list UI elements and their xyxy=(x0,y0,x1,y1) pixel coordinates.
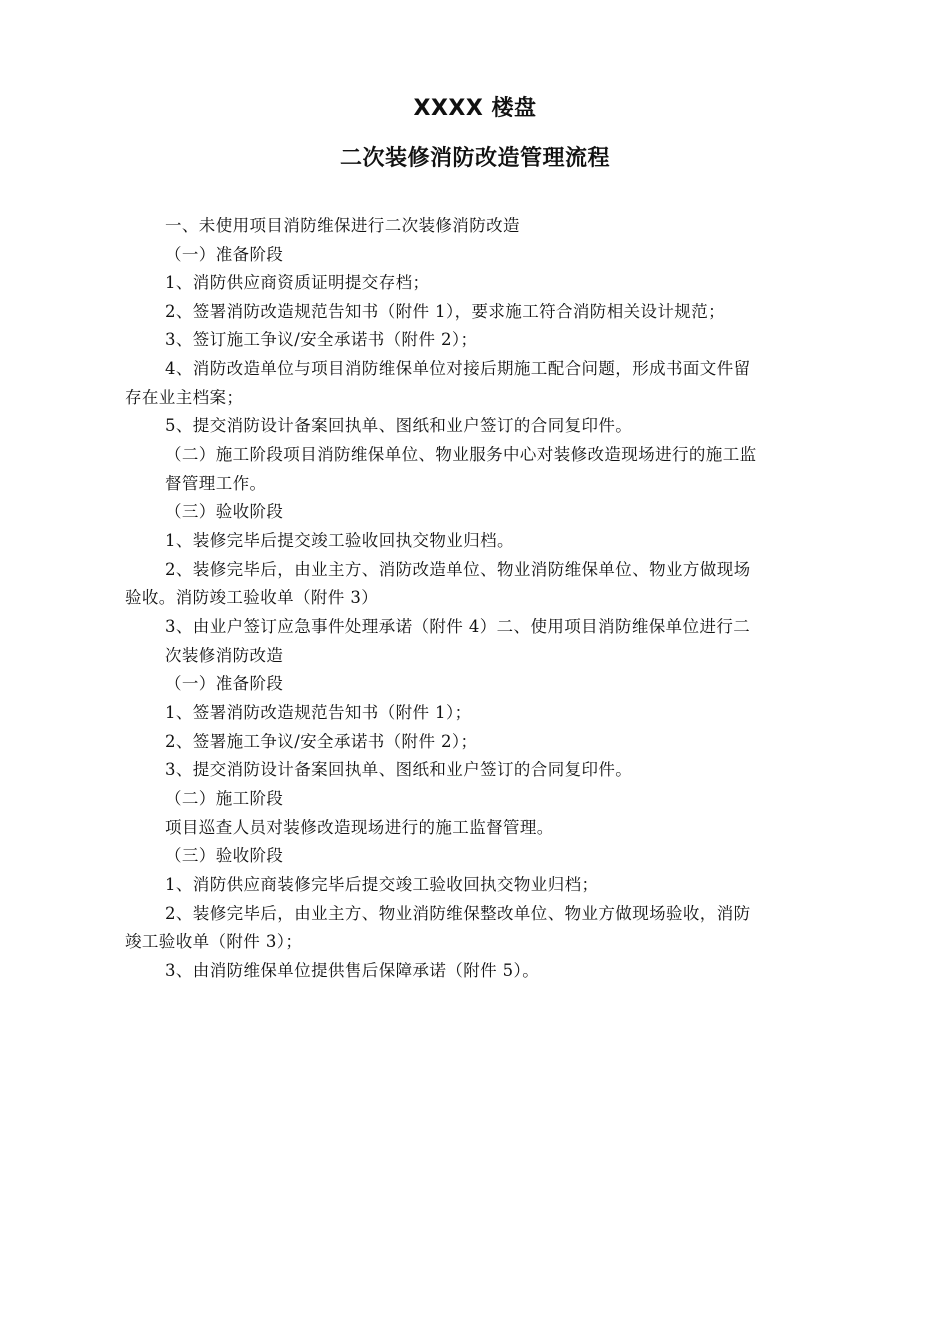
subsection-heading: （二）施工阶段 xyxy=(165,789,284,808)
paragraph-line: 3、签订施工争议/安全承诺书（附件 2）； xyxy=(165,330,478,349)
paragraph-line: 4、消防改造单位与项目消防维保单位对接后期施工配合问题，形成书面文件留 xyxy=(165,359,751,378)
paragraph-line: 2、签署施工争议/安全承诺书（附件 2）； xyxy=(165,732,478,751)
paragraph-line: 5、提交消防设计备案回执单、图纸和业户签订的合同复印件。 xyxy=(165,416,633,435)
paragraph-line: 1、装修完毕后提交竣工验收回执交物业归档。 xyxy=(165,531,514,550)
subsection-heading: （三）验收阶段 xyxy=(165,846,284,865)
paragraph-line: 3、提交消防设计备案回执单、图纸和业户签订的合同复印件。 xyxy=(165,760,633,779)
paragraph-line: 1、消防供应商装修完毕后提交竣工验收回执交物业归档； xyxy=(165,875,599,894)
paragraph-line: 3、由消防维保单位提供售后保障承诺（附件 5）。 xyxy=(165,961,540,980)
section-heading: 一、未使用项目消防维保进行二次装修消防改造 xyxy=(165,216,520,235)
paragraph-line: 2、装修完毕后，由业主方、物业消防维保整改单位、物业方做现场验收，消防 xyxy=(165,904,751,923)
paragraph-line: 项目巡查人员对装修改造现场进行的施工监督管理。 xyxy=(165,818,554,837)
subsection-heading: （三）验收阶段 xyxy=(165,502,284,521)
paragraph-line: 1、签署消防改造规范告知书（附件 1）； xyxy=(165,703,472,722)
section-heading: 次装修消防改造 xyxy=(165,646,284,665)
paragraph-line: 1、消防供应商资质证明提交存档； xyxy=(165,273,430,292)
paragraph-line: 2、签署消防改造规范告知书（附件 1），要求施工符合消防相关设计规范； xyxy=(165,302,725,321)
document-subtitle: 二次装修消防改造管理流程 xyxy=(339,146,610,171)
paragraph-line: 存在业主档案； xyxy=(125,388,244,407)
paragraph-line: 督管理工作。 xyxy=(165,474,267,493)
subsection-heading: （二）施工阶段项目消防维保单位、物业服务中心对装修改造现场进行的施工监 xyxy=(165,445,757,464)
subsection-heading: （一）准备阶段 xyxy=(165,245,284,264)
paragraph-line: 竣工验收单（附件 3）； xyxy=(125,932,303,951)
paragraph-line: 2、装修完毕后，由业主方、消防改造单位、物业消防维保单位、物业方做现场 xyxy=(165,560,751,579)
paragraph-line: 验收。消防竣工验收单（附件 3） xyxy=(125,588,379,607)
paragraph-line: 3、由业户签订应急事件处理承诺（附件 4）二、使用项目消防维保单位进行二 xyxy=(165,617,751,636)
subsection-heading: （一）准备阶段 xyxy=(165,674,284,693)
document-title: XXXX 楼盘 xyxy=(413,96,537,121)
